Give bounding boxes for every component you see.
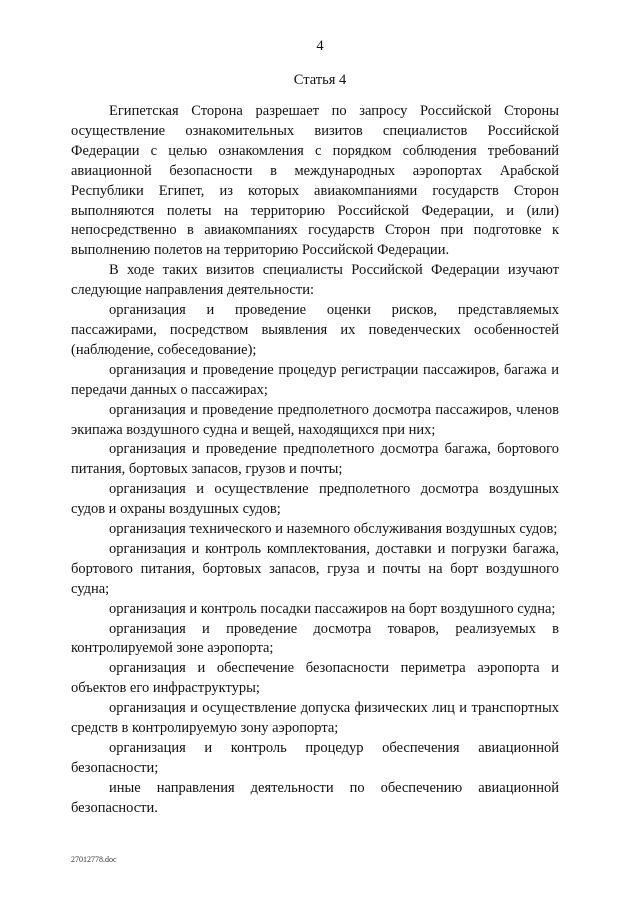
list-item: организация технического и наземного обслуживания воздушных судов; [109, 521, 558, 538]
footer-filename: 27012778.doc [71, 855, 117, 864]
list-item: организация и проведение досмотра товаров, реализуемых в контролируемой зоне аэропорта; [71, 620, 559, 657]
paragraph-directions-lead: В ходе таких визитов специалисты Российской Федерации изучают следующие направления деятельности: [71, 262, 559, 299]
list-item: организация и проведение предполетного досмотра багажа, бортового питания, бортовых запасов, грузов и почты; [71, 441, 559, 478]
list-item: иные направления деятельности по обеспечению авиационной безопасности. [71, 779, 559, 816]
list-item: организация и обеспечение безопасности периметра аэропорта и объектов его инфраструктуры; [71, 660, 559, 697]
article-title: Статья 4 [293, 72, 347, 88]
list-item: организация и проведение процедур регистрации пассажиров, багажа и передачи данных о пассажирах; [71, 361, 559, 398]
paragraph-intro: Египетская Сторона разрешает по запросу Российской Стороны осуществление ознакомительных визитов специалистов Российской Федерации с целью ознакомления с порядком соблюдения требований авиационной безопасности в международных аэропортах Арабской Республики Египет, из которых авиакомпаниями государств Сторон выполняются полеты на территорию Российской Федерации, и (или) непосредственно в авиакомпаниях государств Сторон при подготовке к выполнению полетов на территорию Российской Федерации. [71, 103, 559, 259]
list-item: организация и осуществление предполетного досмотра воздушных судов и охраны воздушных судов; [71, 481, 559, 518]
article-body [71, 102, 559, 819]
list-item: организация и контроль посадки пассажиров на борт воздушного судна; [109, 600, 556, 617]
list-item: организация и контроль процедур обеспечения авиационной безопасности; [71, 740, 559, 776]
page-number: 4 [316, 38, 324, 54]
list-item: организация и контроль комплектования, доставки и погрузки багажа, бортового питания, бортовых запасов, груза и почты на борт воздушного судна; [71, 540, 559, 597]
list-item: организация и проведение предполетного досмотра пассажиров, членов экипажа воздушного судна и вещей, находящихся при них; [71, 401, 559, 438]
list-item: организация и осуществление допуска физических лиц и транспортных средств в контролируемую зону аэропорта; [71, 700, 559, 737]
list-item: организация и проведение оценки рисков, представляемых пассажирами, посредством выявления их поведенческих особенностей (наблюдение, собеседование); [71, 302, 559, 358]
